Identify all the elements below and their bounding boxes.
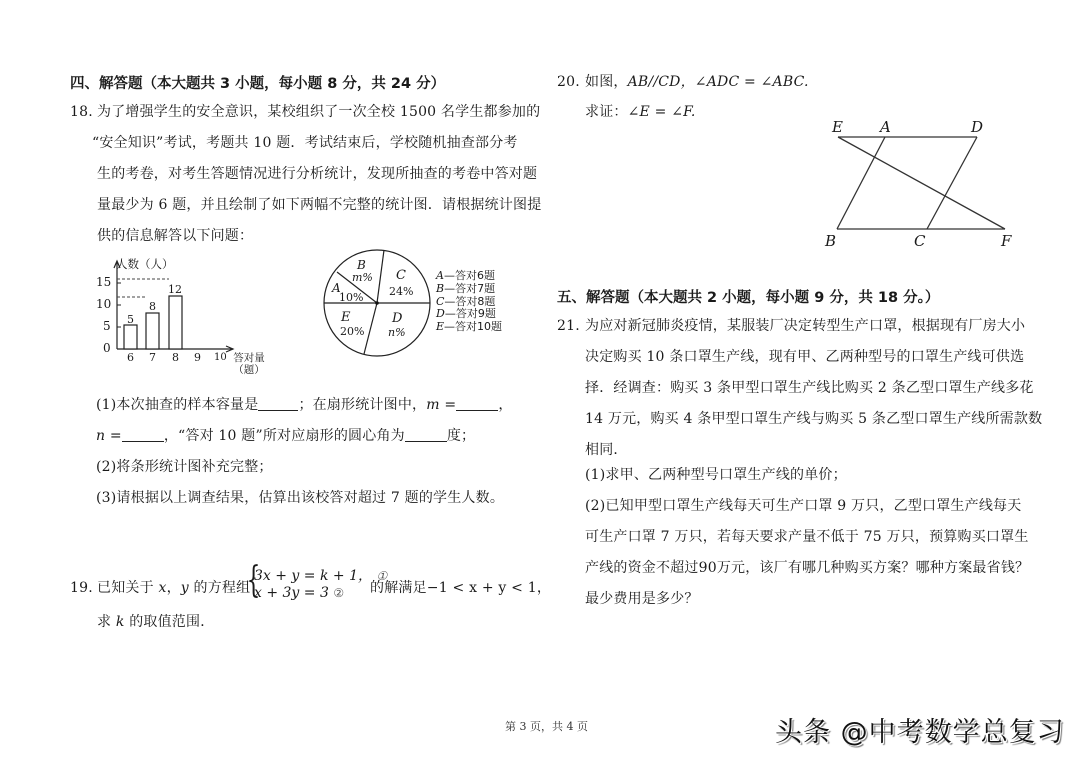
pie-value-d: n%	[388, 326, 406, 339]
q21-sub2-line-3: 产线的资金不超过90万元，该厂有哪几种购买方案？哪种方案最省钱？	[585, 560, 1030, 576]
ytick-15: 15	[96, 275, 112, 289]
q21-line-3: 择．经调查：购买 3 条甲型口罩生产线比购买 2 条乙型口罩生产线多花	[585, 380, 1034, 396]
q20-line2: 求证：∠E = ∠F.	[585, 104, 696, 120]
bar-6	[124, 325, 137, 349]
q19-number: 19.	[70, 580, 93, 596]
pie-value-b: m%	[352, 271, 373, 284]
q19-line2: 求 k 的取值范围．	[97, 614, 215, 630]
q21-line-2: 决定购买 10 条口罩生产线，现有甲、乙两种型号的口罩生产线可供选	[585, 349, 1025, 365]
brace-icon: {	[246, 560, 261, 601]
point-b-label: B	[825, 232, 837, 250]
q18-number: 18.	[70, 104, 93, 120]
m-blank[interactable]	[456, 396, 498, 411]
watermark: 头条 @中考数学总复习	[775, 717, 1065, 748]
pie-label-a: A	[332, 281, 341, 295]
page-number: 第 3 页，共 4 页	[505, 720, 588, 733]
q21-sub1: (1)求甲、乙两种型号口罩生产线的单价；	[585, 467, 847, 483]
sample-size-blank[interactable]	[258, 396, 298, 411]
q18-line-1: 为了增强学生的安全意识，某校组织了一次全校 1500 名学生都参加的	[97, 104, 541, 120]
q21-line-5: 相同．	[585, 442, 628, 458]
q21-sub2-line-2: 可生产口罩 7 万只，若每天要求产量不低于 75 万只，预算购买口罩生	[585, 529, 1029, 545]
legend-item-a: A—答对6题	[436, 269, 495, 282]
q18-line-3: 生的考卷，对考生答题情况进行分析统计，发现所抽查的考卷中答对题	[97, 166, 538, 182]
xtick-8: 8	[172, 351, 179, 364]
q21-number: 21.	[557, 318, 580, 334]
pie-value-e: 20%	[340, 325, 365, 338]
equation-1: 3x + y = k + 1， ①	[254, 568, 388, 584]
q18-sub3: (3)请根据以上调查结果，估算出该校答对超过 7 题的学生人数。	[96, 490, 505, 506]
q21-sub2-line-1: (2)已知甲型口罩生产线每天可生产口罩 9 万只，乙型口罩生产线每天	[585, 498, 1022, 514]
q21-line-4: 14 万元，购买 4 条甲型口罩生产线与购买 5 条乙型口罩生产线所需款数	[585, 411, 1043, 427]
point-c-label: C	[914, 232, 926, 250]
xtick-10: 10	[214, 352, 227, 363]
q20-number: 20.	[557, 74, 580, 90]
q18-line-2: “安全知识”考试，考题共 10 题．考试结束后，学校随机抽查部分考	[92, 135, 518, 151]
bar-chart-ylabel: 人数（人）	[116, 257, 174, 271]
point-d-label: D	[971, 118, 984, 136]
bar-label-7: 8	[149, 300, 156, 313]
point-e-label: E	[832, 118, 843, 136]
pie-label-c: C	[396, 268, 406, 283]
xtick-6: 6	[127, 351, 134, 364]
q20-line1: 如图，AB//CD，∠ADC = ∠ABC.	[585, 74, 809, 90]
ytick-5: 5	[103, 319, 111, 333]
ytick-10: 10	[96, 297, 112, 311]
legend-item-b: B—答对7题	[436, 281, 496, 295]
xtick-9: 9	[194, 351, 201, 364]
xtick-7: 7	[149, 351, 156, 364]
pie-value-a: 10%	[339, 291, 364, 304]
bar-7	[146, 313, 159, 349]
section-5-header: 五、解答题（本大题共 2 小题，每小题 9 分，共 18 分。）	[557, 290, 940, 306]
pie-legend	[436, 270, 502, 334]
point-a-label: A	[880, 118, 891, 136]
q18-sub1-line2: n = ，“答对 10 题”所对应扇形的圆心角为 度；	[96, 428, 476, 444]
q19-condition: 的解满足−1 < x + y < 1，	[370, 580, 552, 596]
q18-line-5: 供的信息解答以下问题：	[97, 228, 254, 244]
bar-chart-xlabel: 答对量（题）	[233, 352, 265, 376]
pie-value-c: 24%	[389, 285, 414, 298]
point-f-label: F	[1001, 232, 1012, 250]
legend-item-e: E—答对10题	[436, 320, 503, 334]
n-blank[interactable]	[122, 427, 164, 442]
q21-sub2-line-4: 最少费用是多少？	[585, 591, 699, 607]
q19-line1-prefix: 已知关于 x，y 的方程组	[97, 580, 251, 596]
ytick-0: 0	[103, 341, 111, 355]
q18-line-4: 量最少为 6 题，并且绘制了如下两幅不完整的统计图．请根据统计图提	[97, 197, 542, 213]
equation-2: x + 3y = 3 ②	[254, 585, 345, 601]
pie-label-b: B	[357, 258, 366, 272]
legend-item-d: D—答对9题	[436, 307, 496, 321]
bar-label-6: 5	[127, 313, 134, 326]
bar-8	[169, 296, 182, 349]
q18-sub2: (2)将条形统计图补充完整；	[96, 459, 273, 475]
legend-item-c: C—答对8题	[436, 294, 496, 308]
bar-label-8: 12	[168, 283, 182, 296]
pie-label-d: D	[392, 311, 403, 326]
angle-blank[interactable]	[405, 427, 447, 442]
section-4-header: 四、解答题（本大题共 3 小题，每小题 8 分，共 24 分）	[70, 76, 446, 92]
q18-sub1-line1: (1)本次抽查的样本容量是 ；在扇形统计图中，m = ，	[96, 397, 513, 413]
pie-label-e: E	[341, 310, 351, 325]
q21-line-1: 为应对新冠肺炎疫情，某服装厂决定转型生产口罩，根据现有厂房大小	[585, 318, 1026, 334]
